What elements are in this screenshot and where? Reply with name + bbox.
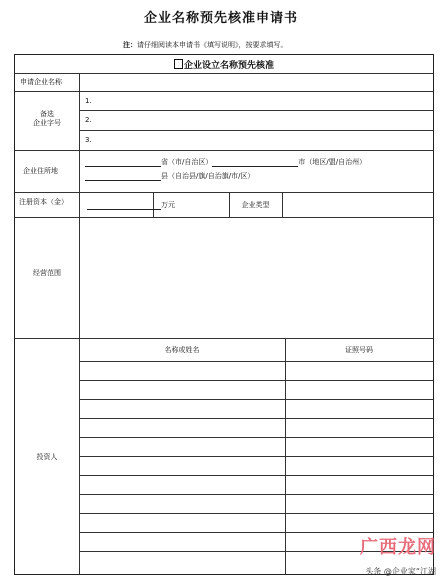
type-label: 企业类型 [241, 201, 270, 209]
investor-row-line [79, 418, 433, 419]
alt-name-label [15, 110, 79, 128]
investor-row-line [79, 456, 433, 457]
applicant-name-field[interactable] [80, 74, 433, 91]
capital-field[interactable] [87, 201, 175, 210]
document-title: 企业名称预先核准申请书 [143, 11, 298, 26]
divider [79, 110, 433, 111]
capital-blank[interactable] [87, 202, 161, 210]
investor-row-line [79, 380, 433, 381]
applicant-name-label: 申请企业名称 [20, 78, 62, 86]
investor-row-line [79, 361, 433, 362]
capital-label: 注册资本（金） [19, 198, 68, 206]
watermark-caption: 头条 @企业家“江湖 [365, 567, 436, 576]
county-unit: 县（自治县/旗/自治旗/市/区） [161, 172, 255, 180]
investor-row-line [79, 475, 433, 476]
address-line-2[interactable] [85, 172, 254, 181]
investor-row-line [79, 513, 433, 514]
instruction-note [123, 40, 288, 50]
alt-name-field-2[interactable]: 2. [85, 116, 92, 124]
watermark-logo: 广西龙网 [360, 537, 436, 558]
address-label: 企业住所地 [23, 167, 58, 175]
form-header [15, 58, 433, 71]
province-blank[interactable] [85, 159, 161, 167]
alt-name-field-1[interactable]: 1. [85, 97, 92, 105]
divider [79, 130, 433, 131]
alt-name-field-3[interactable]: 3. [85, 136, 92, 144]
divider [15, 91, 433, 92]
investor-row-line [79, 399, 433, 400]
divider [15, 150, 433, 151]
note-text: 请仔细阅读本申请书《填写说明》，按要求填写。 [137, 41, 288, 49]
note-label: 注： [123, 41, 137, 49]
type-field[interactable] [283, 193, 433, 217]
checkbox[interactable] [174, 59, 183, 69]
city-unit: 市（地区/盟/自治州） [298, 158, 367, 166]
col-name-header: 名称或姓名 [164, 346, 200, 354]
alt-label-line2: 企业字号 [33, 119, 61, 127]
scope-field[interactable] [80, 218, 433, 338]
divider [15, 338, 433, 339]
alt-label-line1: 备选 [40, 110, 54, 118]
investor-label: 投资人 [36, 453, 58, 461]
city-blank[interactable] [212, 159, 298, 167]
scope-label: 经营范围 [33, 269, 61, 277]
investor-row-line [79, 437, 433, 438]
divider [285, 338, 286, 574]
province-unit: 省（市/自治区） [161, 158, 213, 166]
form-header-text: 企业设立名称预先核准 [183, 61, 274, 71]
col-id-header: 证照号码 [345, 346, 373, 354]
investor-row-line [79, 494, 433, 495]
application-form [14, 54, 434, 575]
capital-unit: 万元 [161, 201, 175, 209]
address-line-1[interactable] [85, 158, 366, 167]
county-blank[interactable] [85, 173, 161, 181]
